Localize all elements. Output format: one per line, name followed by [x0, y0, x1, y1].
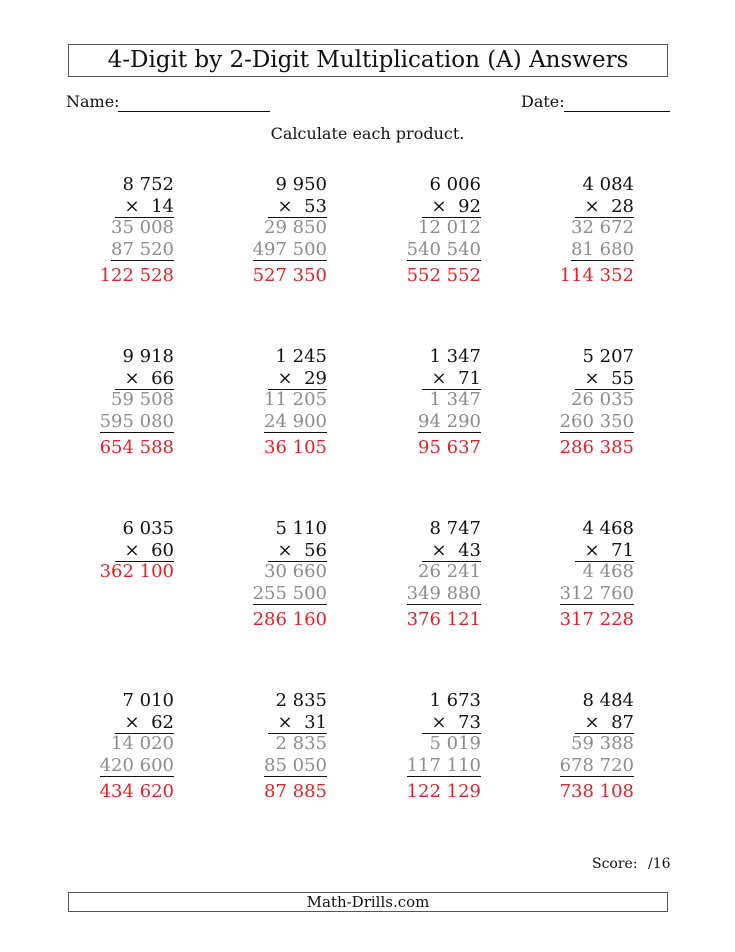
- partial-product: 12 012: [418, 217, 481, 238]
- problem-14: [207, 690, 327, 803]
- answer: 376 121: [406, 609, 481, 630]
- partial-product: 2 835: [275, 733, 327, 754]
- multiplier: 60: [151, 539, 174, 561]
- partial-product: 349 880: [406, 582, 481, 604]
- times-symbol: ×: [124, 539, 140, 561]
- multiplicand: 8 747: [429, 518, 481, 539]
- partial-product: 30 660: [264, 561, 327, 582]
- problem-5: [54, 346, 174, 459]
- times-symbol: ×: [277, 539, 293, 561]
- times-symbol: ×: [124, 711, 140, 733]
- times-symbol: ×: [431, 195, 447, 217]
- partial-product: 59 388: [571, 733, 634, 754]
- problem-12: [514, 518, 634, 631]
- partial-product: 540 540: [406, 238, 481, 260]
- times-symbol: ×: [124, 195, 140, 217]
- partial-product: 312 760: [559, 582, 634, 604]
- answer: 114 352: [559, 265, 634, 286]
- answer: 552 552: [406, 265, 481, 286]
- times-symbol: ×: [431, 367, 447, 389]
- multiplier: 28: [611, 195, 634, 217]
- partial-product: 26 241: [418, 561, 481, 582]
- multiplicand: 5 110: [275, 518, 327, 539]
- answer: 362 100: [99, 561, 174, 582]
- partial-product: 678 720: [559, 754, 634, 776]
- multiplicand: 4 468: [582, 518, 634, 539]
- times-symbol: ×: [277, 195, 293, 217]
- multiplier: 71: [458, 367, 481, 389]
- partial-product: 85 050: [264, 754, 327, 776]
- multiplier-row: [115, 369, 174, 390]
- answer: 95 637: [418, 437, 481, 458]
- multiplicand: 7 010: [122, 690, 174, 711]
- problem-3: [361, 174, 481, 287]
- multiplier: 87: [611, 711, 634, 733]
- problem-7: [361, 346, 481, 459]
- answer: 87 885: [264, 781, 327, 802]
- partial-product: 4 468: [582, 561, 634, 582]
- partial-product: 117 110: [406, 754, 481, 776]
- multiplier-row: [422, 713, 481, 734]
- multiplier-row: [422, 197, 481, 218]
- problem-13: [54, 690, 174, 803]
- problem-15: [361, 690, 481, 803]
- multiplier-row: [575, 541, 634, 562]
- partial-product: 595 080: [99, 410, 174, 432]
- multiplicand: 1 673: [429, 690, 481, 711]
- date-label: Date:: [521, 92, 565, 111]
- multiplier: 71: [611, 539, 634, 561]
- multiplier: 31: [304, 711, 327, 733]
- problem-2: [207, 174, 327, 287]
- instructions: Calculate each product.: [270, 124, 465, 143]
- problem-4: [514, 174, 634, 287]
- problem-6: [207, 346, 327, 459]
- answer: 36 105: [264, 437, 327, 458]
- multiplicand: 6 035: [122, 518, 174, 539]
- multiplier-row: [575, 197, 634, 218]
- multiplicand: 1 347: [429, 346, 481, 367]
- date-field-line[interactable]: [564, 111, 670, 112]
- multiplier: 56: [304, 539, 327, 561]
- times-symbol: ×: [584, 367, 600, 389]
- multiplicand: 5 207: [582, 346, 634, 367]
- multiplier: 29: [304, 367, 327, 389]
- problem-8: [514, 346, 634, 459]
- multiplier-row: [422, 369, 481, 390]
- answer: 654 588: [99, 437, 174, 458]
- partial-product: 1 347: [429, 389, 481, 410]
- multiplicand: 2 835: [275, 690, 327, 711]
- footer-site: Math-Drills.com: [68, 892, 668, 912]
- partial-product: 94 290: [418, 410, 481, 432]
- times-symbol: ×: [277, 367, 293, 389]
- multiplier-row: [268, 713, 327, 734]
- multiplicand: 8 484: [582, 690, 634, 711]
- times-symbol: ×: [431, 539, 447, 561]
- partial-product: 32 672: [571, 217, 634, 238]
- answer: 286 160: [252, 609, 327, 630]
- times-symbol: ×: [584, 711, 600, 733]
- multiplier-row: [575, 713, 634, 734]
- times-symbol: ×: [584, 195, 600, 217]
- multiplier-row: [115, 713, 174, 734]
- partial-product: 420 600: [99, 754, 174, 776]
- multiplier: 53: [304, 195, 327, 217]
- name-field-line[interactable]: [118, 111, 270, 112]
- partial-product: 260 350: [559, 410, 634, 432]
- answer: 434 620: [99, 781, 174, 802]
- partial-product: 497 500: [252, 238, 327, 260]
- problem-9: [54, 518, 174, 583]
- multiplicand: 6 006: [429, 174, 481, 195]
- score-total: /16: [648, 856, 671, 872]
- multiplier-row: [115, 197, 174, 218]
- partial-product: 35 008: [111, 217, 174, 238]
- partial-product: 24 900: [264, 410, 327, 432]
- answer: 122 129: [406, 781, 481, 802]
- times-symbol: ×: [584, 539, 600, 561]
- multiplier: 55: [611, 367, 634, 389]
- multiplier-row: [268, 369, 327, 390]
- multiplicand: 9 950: [275, 174, 327, 195]
- name-label: Name:: [66, 92, 120, 111]
- multiplier-row: [422, 541, 481, 562]
- partial-product: 255 500: [252, 582, 327, 604]
- times-symbol: ×: [124, 367, 140, 389]
- multiplier: 66: [151, 367, 174, 389]
- answer: 738 108: [559, 781, 634, 802]
- partial-product: 11 205: [264, 389, 327, 410]
- multiplier-row: [575, 369, 634, 390]
- multiplicand: 8 752: [122, 174, 174, 195]
- multiplier: 43: [458, 539, 481, 561]
- multiplicand: 4 084: [582, 174, 634, 195]
- score-label: Score:: [592, 856, 638, 872]
- multiplier-row: [268, 197, 327, 218]
- multiplicand: 1 245: [275, 346, 327, 367]
- partial-product: 14 020: [111, 733, 174, 754]
- multiplier-row: [268, 541, 327, 562]
- problem-10: [207, 518, 327, 631]
- answer: 122 528: [99, 265, 174, 286]
- partial-product: 26 035: [571, 389, 634, 410]
- partial-product: 81 680: [571, 238, 634, 260]
- problem-11: [361, 518, 481, 631]
- problem-1: [54, 174, 174, 287]
- times-symbol: ×: [277, 711, 293, 733]
- multiplier: 92: [458, 195, 481, 217]
- answer: 317 228: [559, 609, 634, 630]
- multiplier: 62: [151, 711, 174, 733]
- partial-product: 59 508: [111, 389, 174, 410]
- problem-16: [514, 690, 634, 803]
- answer: 527 350: [252, 265, 327, 286]
- times-symbol: ×: [431, 711, 447, 733]
- multiplier: 14: [151, 195, 174, 217]
- partial-product: 87 520: [111, 238, 174, 260]
- answer: 286 385: [559, 437, 634, 458]
- page-title: 4-Digit by 2-Digit Multiplication (A) Answers: [68, 44, 668, 77]
- multiplier-row: [115, 541, 174, 562]
- multiplier: 73: [458, 711, 481, 733]
- partial-product: 29 850: [264, 217, 327, 238]
- multiplicand: 9 918: [122, 346, 174, 367]
- partial-product: 5 019: [429, 733, 481, 754]
